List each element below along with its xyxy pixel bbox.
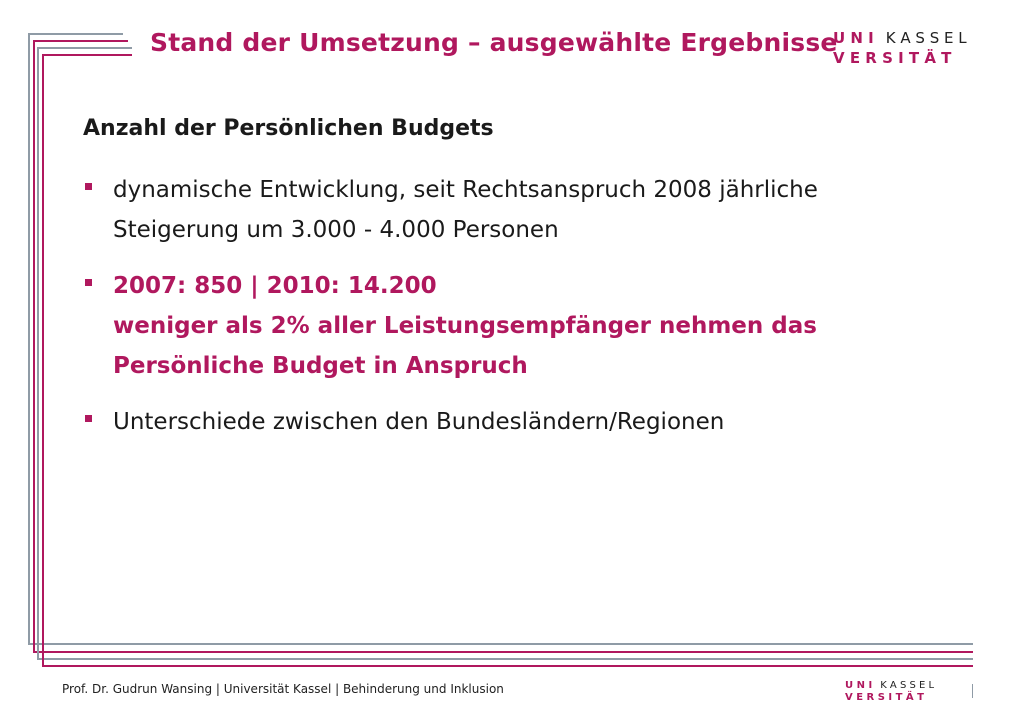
bullet-line: weniger als 2% aller Leistungsempfänger nehmen das <box>113 313 817 339</box>
bullet-item-highlight <box>83 266 943 386</box>
footer-logo <box>845 680 934 703</box>
bullet-line: 2007: 850 | 2010: 14.200 <box>113 273 437 299</box>
page-title: Stand der Umsetzung – ausgewählte Ergebnisse <box>150 28 838 57</box>
logo-versitaet-text: V E R S I T Ä T <box>833 49 952 67</box>
bullet-line: Unterschiede zwischen den Bundesländern/Regionen <box>113 409 725 435</box>
logo-uni-text: U N I <box>845 680 873 691</box>
bullet-marker <box>85 183 92 190</box>
bullet-line: dynamische Entwicklung, seit Rechtsanspruch 2008 jährliche <box>113 177 818 203</box>
bullet-item <box>83 402 943 442</box>
section-heading: Anzahl der Persönlichen Budgets <box>83 116 494 141</box>
logo-kassel-text: K A S S E L <box>885 29 967 47</box>
bullet-list <box>83 170 943 442</box>
bullet-line: Persönliche Budget in Anspruch <box>113 353 528 379</box>
footer-text: Prof. Dr. Gudrun Wansing | Universität Kassel | Behinderung und Inklusion <box>62 682 504 696</box>
university-logo <box>833 29 967 67</box>
bullet-line: Steigerung um 3.000 - 4.000 Personen <box>113 217 559 243</box>
bullet-item <box>83 170 943 250</box>
logo-kassel-text: K A S S E L <box>880 680 935 691</box>
bullet-marker <box>85 279 92 286</box>
logo-versitaet-text: V E R S I T Ä T <box>845 692 924 703</box>
logo-uni-text: U N I <box>833 29 874 47</box>
bullet-marker <box>85 415 92 422</box>
